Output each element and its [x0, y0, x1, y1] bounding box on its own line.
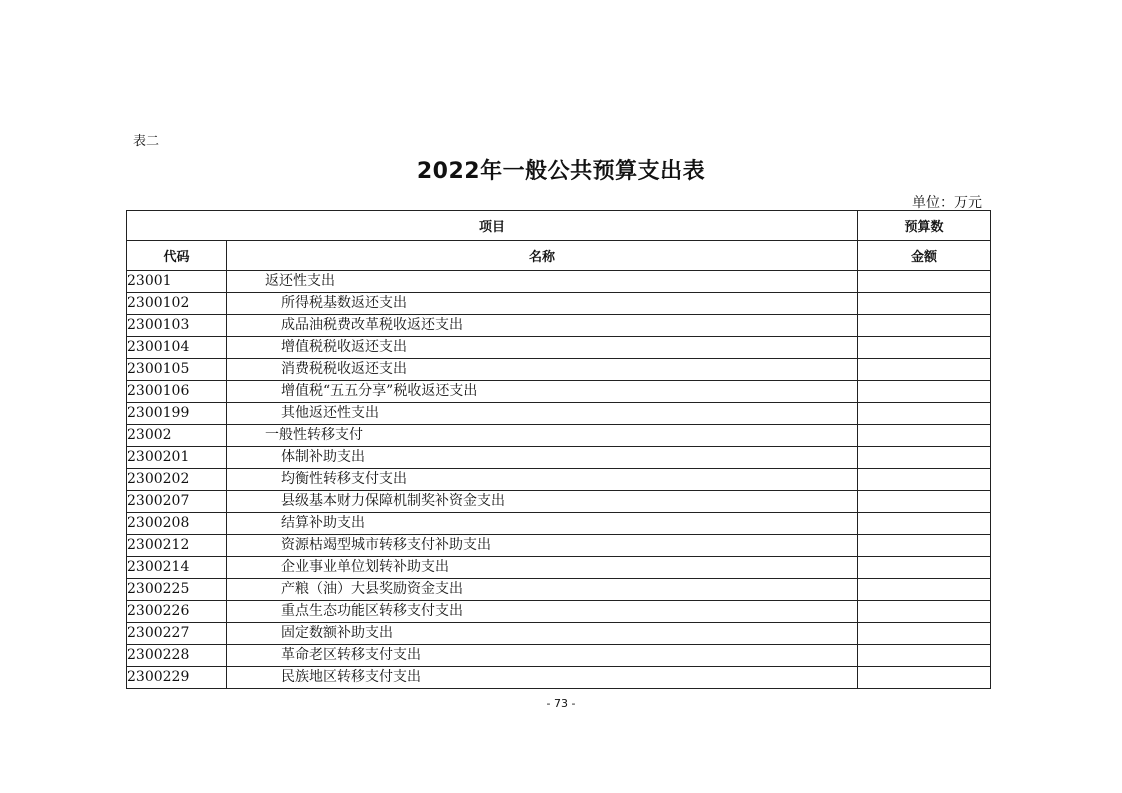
row-name: 县级基本财力保障机制奖补资金支出 — [227, 491, 858, 513]
table-row — [127, 271, 991, 293]
row-amount — [858, 447, 991, 469]
row-name: 增值税“五五分享”税收返还支出 — [227, 381, 858, 403]
table-row — [127, 535, 991, 557]
row-amount — [858, 557, 991, 579]
row-code: 2300227 — [127, 623, 227, 645]
row-name: 重点生态功能区转移支付支出 — [227, 601, 858, 623]
row-code: 2300226 — [127, 601, 227, 623]
row-name: 固定数额补助支出 — [227, 623, 858, 645]
row-amount — [858, 469, 991, 491]
page-number: - 73 - — [546, 697, 576, 710]
row-code: 2300225 — [127, 579, 227, 601]
table-row — [127, 293, 991, 315]
row-name: 增值税税收返还支出 — [227, 337, 858, 359]
row-amount — [858, 403, 991, 425]
table-row — [127, 645, 991, 667]
table-row — [127, 447, 991, 469]
unit-label: 单位：万元 — [912, 195, 982, 211]
row-code: 2300212 — [127, 535, 227, 557]
table-row — [127, 579, 991, 601]
row-code: 2300228 — [127, 645, 227, 667]
row-amount — [858, 337, 991, 359]
row-code: 2300102 — [127, 293, 227, 315]
table-row — [127, 601, 991, 623]
page-title: 2022年一般公共预算支出表 — [416, 159, 706, 184]
row-amount — [858, 491, 991, 513]
table-row — [127, 315, 991, 337]
table-row — [127, 403, 991, 425]
row-name: 革命老区转移支付支出 — [227, 645, 858, 667]
row-name: 返还性支出 — [227, 271, 858, 293]
table-row — [127, 667, 991, 689]
table-body — [127, 271, 991, 689]
row-amount — [858, 271, 991, 293]
table-row — [127, 513, 991, 535]
table-header — [127, 211, 991, 271]
row-amount — [858, 601, 991, 623]
row-code: 2300202 — [127, 469, 227, 491]
header-amount: 金额 — [858, 241, 991, 271]
header-name: 名称 — [227, 241, 858, 271]
row-name: 民族地区转移支付支出 — [227, 667, 858, 689]
row-amount — [858, 513, 991, 535]
row-name: 均衡性转移支付支出 — [227, 469, 858, 491]
row-code: 2300106 — [127, 381, 227, 403]
row-name: 企业事业单位划转补助支出 — [227, 557, 858, 579]
table-row — [127, 381, 991, 403]
row-code: 2300207 — [127, 491, 227, 513]
row-amount — [858, 425, 991, 447]
row-name: 成品油税费改革税收返还支出 — [227, 315, 858, 337]
row-name: 资源枯竭型城市转移支付补助支出 — [227, 535, 858, 557]
row-name: 体制补助支出 — [227, 447, 858, 469]
table-row — [127, 491, 991, 513]
row-name: 所得税基数返还支出 — [227, 293, 858, 315]
row-code: 23001 — [127, 271, 227, 293]
row-amount — [858, 623, 991, 645]
row-code: 2300105 — [127, 359, 227, 381]
header-project: 项目 — [127, 211, 858, 241]
row-amount — [858, 381, 991, 403]
table-row — [127, 557, 991, 579]
header-code: 代码 — [127, 241, 227, 271]
row-amount — [858, 645, 991, 667]
header-budget-count: 预算数 — [858, 211, 991, 241]
table-row — [127, 337, 991, 359]
row-code: 2300208 — [127, 513, 227, 535]
row-code: 2300201 — [127, 447, 227, 469]
row-amount — [858, 315, 991, 337]
row-code: 2300229 — [127, 667, 227, 689]
row-amount — [858, 579, 991, 601]
row-name: 结算补助支出 — [227, 513, 858, 535]
row-code: 2300214 — [127, 557, 227, 579]
row-amount — [858, 359, 991, 381]
row-name: 其他返还性支出 — [227, 403, 858, 425]
row-name: 产粮（油）大县奖励资金支出 — [227, 579, 858, 601]
row-amount — [858, 535, 991, 557]
row-code: 2300103 — [127, 315, 227, 337]
table-row — [127, 623, 991, 645]
row-code: 23002 — [127, 425, 227, 447]
row-amount — [858, 667, 991, 689]
header-row-2 — [127, 241, 991, 271]
budget-table — [126, 210, 991, 689]
table-row — [127, 425, 991, 447]
row-code: 2300199 — [127, 403, 227, 425]
row-name: 一般性转移支付 — [227, 425, 858, 447]
table-label: 表二 — [133, 134, 160, 149]
row-name: 消费税税收返还支出 — [227, 359, 858, 381]
table-row — [127, 359, 991, 381]
row-code: 2300104 — [127, 337, 227, 359]
row-amount — [858, 293, 991, 315]
header-row-1 — [127, 211, 991, 241]
table-row — [127, 469, 991, 491]
